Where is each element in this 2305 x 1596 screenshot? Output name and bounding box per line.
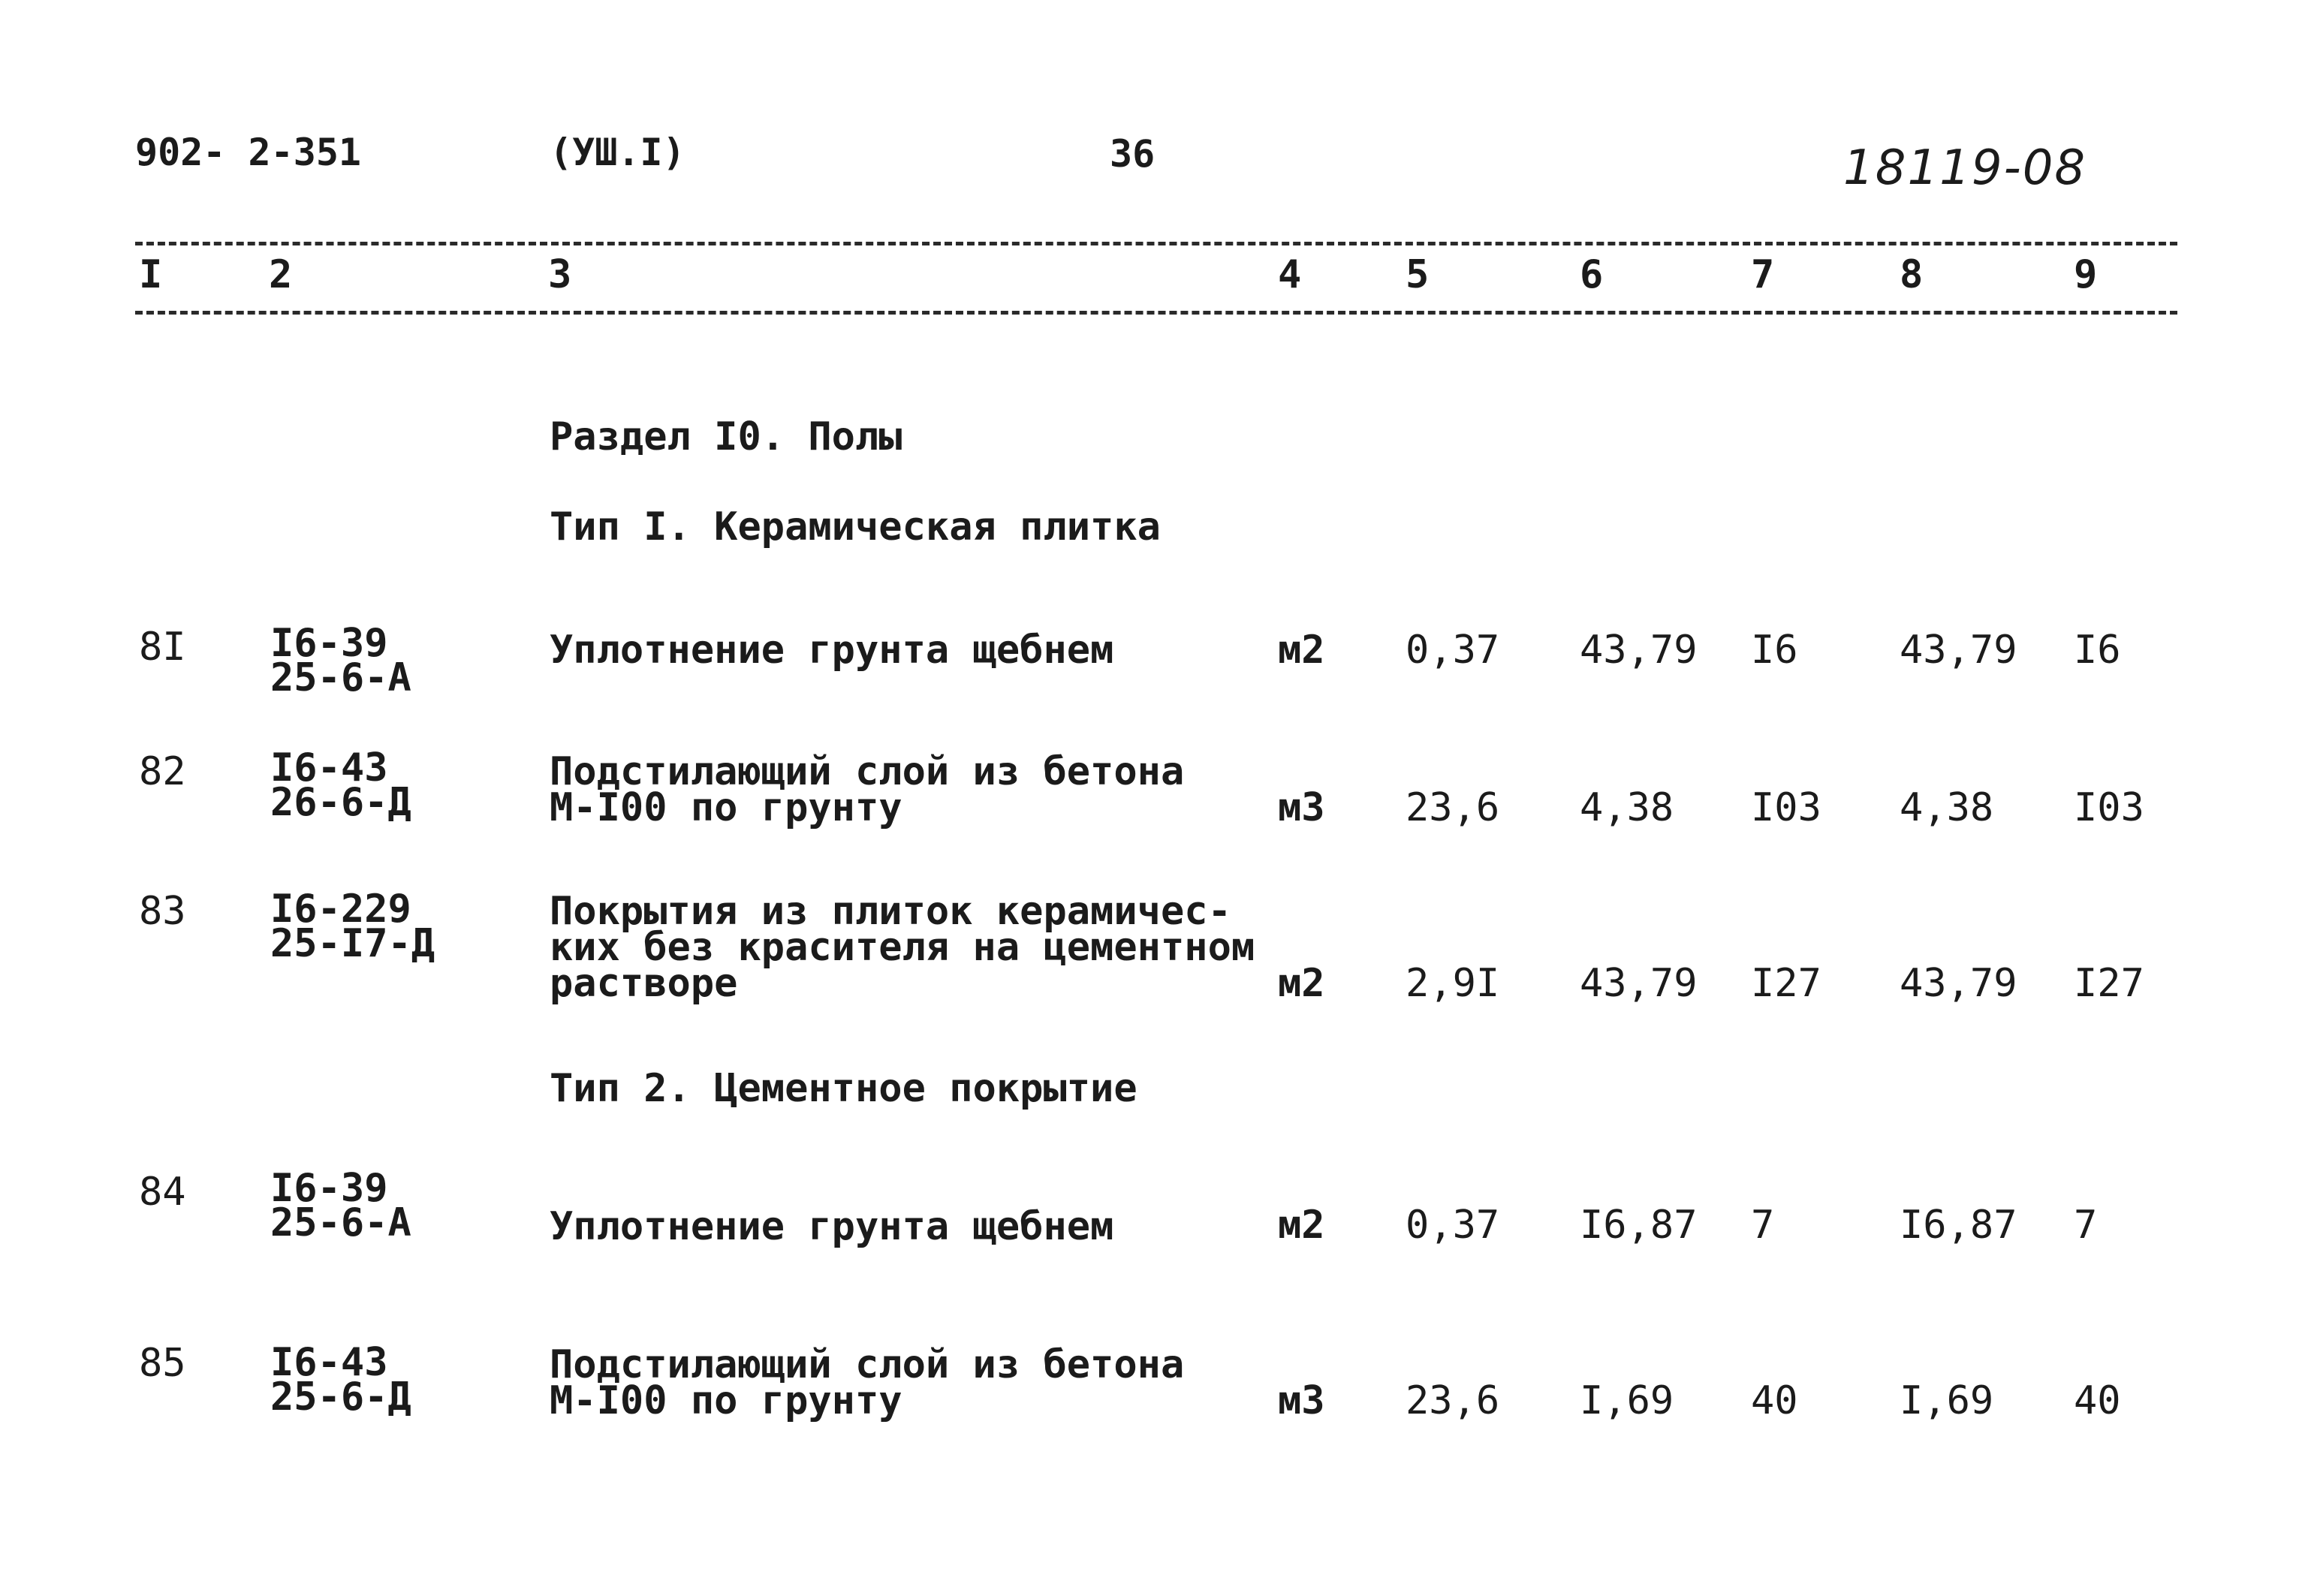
column-9-value: 7 <box>2074 1203 2098 1248</box>
column-7-value: I6 <box>1751 628 1798 673</box>
work-description: Уплотнение грунта щебнем <box>550 1204 1114 1249</box>
work-description: Подстилающий слой из бетона М-I00 по грунту <box>550 749 1185 830</box>
rate-code: I6-43 25-6-Д <box>270 1340 411 1420</box>
rate-code: I6-39 25-6-А <box>270 621 411 700</box>
section-title: Раздел I0. Полы <box>550 414 902 459</box>
work-description: Покрытия из плиток керамичес- ких без красителя на цементном растворе <box>550 889 1255 1006</box>
column-7-value: 40 <box>1751 1378 1798 1423</box>
column-number-5: 5 <box>1406 252 1430 297</box>
unit-of-measure: м2 <box>1278 1203 1325 1248</box>
unit-of-measure: м3 <box>1278 1378 1325 1423</box>
row-number: 82 <box>139 749 186 794</box>
column-6-value: I6,87 <box>1580 1203 1698 1248</box>
column-9-value: I6 <box>2074 628 2121 673</box>
column-number-1: I <box>139 252 163 297</box>
rate-code: I6-39 25-6-А <box>270 1166 411 1245</box>
column-number-7: 7 <box>1751 252 1775 297</box>
subsection-title-type-1: Тип I. Керамическая плитка <box>550 504 1161 550</box>
row-number: 84 <box>139 1170 186 1215</box>
column-6-value: 4,38 <box>1580 785 1674 830</box>
column-6-value: 43,79 <box>1580 628 1698 673</box>
column-7-value: 7 <box>1751 1203 1775 1248</box>
column-5-value: 0,37 <box>1406 628 1500 673</box>
column-number-3: 3 <box>548 252 572 297</box>
column-8-value: I6,87 <box>1900 1203 2017 1248</box>
row-number: 85 <box>139 1341 186 1386</box>
work-description: Уплотнение грунта щебнем <box>550 628 1114 673</box>
column-5-value: 0,37 <box>1406 1203 1500 1248</box>
column-8-value: I,69 <box>1900 1378 1994 1423</box>
column-number-6: 6 <box>1580 252 1604 297</box>
rate-code: I6-229 25-I7-Д <box>270 887 435 966</box>
work-description: Подстилающий слой из бетона М-I00 по грунту <box>550 1342 1185 1423</box>
unit-of-measure: м2 <box>1278 628 1325 673</box>
header-bottom-rule <box>135 311 2177 315</box>
column-number-9: 9 <box>2074 252 2098 297</box>
column-8-value: 43,79 <box>1900 628 2017 673</box>
column-number-8: 8 <box>1900 252 1924 297</box>
subsection-title-type-2: Тип 2. Цементное покрытие <box>550 1066 1137 1111</box>
unit-of-measure: м2 <box>1278 961 1325 1006</box>
column-9-value: 40 <box>2074 1378 2121 1423</box>
column-9-value: I03 <box>2074 785 2144 830</box>
row-number: 8I <box>139 625 186 670</box>
column-5-value: 2,9I <box>1406 961 1500 1006</box>
column-8-value: 43,79 <box>1900 961 2017 1006</box>
handwritten-inventory-number: 18119-08 <box>1843 140 2087 196</box>
column-number-4: 4 <box>1278 252 1302 297</box>
document-code: 902- 2-351 <box>135 131 362 174</box>
column-7-value: I27 <box>1751 961 1821 1006</box>
column-6-value: 43,79 <box>1580 961 1698 1006</box>
rate-code: I6-43 26-6-Д <box>270 745 411 825</box>
page-number: 36 <box>1110 132 1156 176</box>
unit-of-measure: м3 <box>1278 785 1325 830</box>
column-5-value: 23,6 <box>1406 1378 1500 1423</box>
document-part: (УШ.I) <box>550 131 685 174</box>
column-5-value: 23,6 <box>1406 785 1500 830</box>
column-8-value: 4,38 <box>1900 785 1994 830</box>
column-7-value: I03 <box>1751 785 1821 830</box>
column-6-value: I,69 <box>1580 1378 1674 1423</box>
column-number-2: 2 <box>269 252 293 297</box>
header-top-rule <box>135 242 2177 245</box>
row-number: 83 <box>139 889 186 934</box>
column-9-value: I27 <box>2074 961 2144 1006</box>
